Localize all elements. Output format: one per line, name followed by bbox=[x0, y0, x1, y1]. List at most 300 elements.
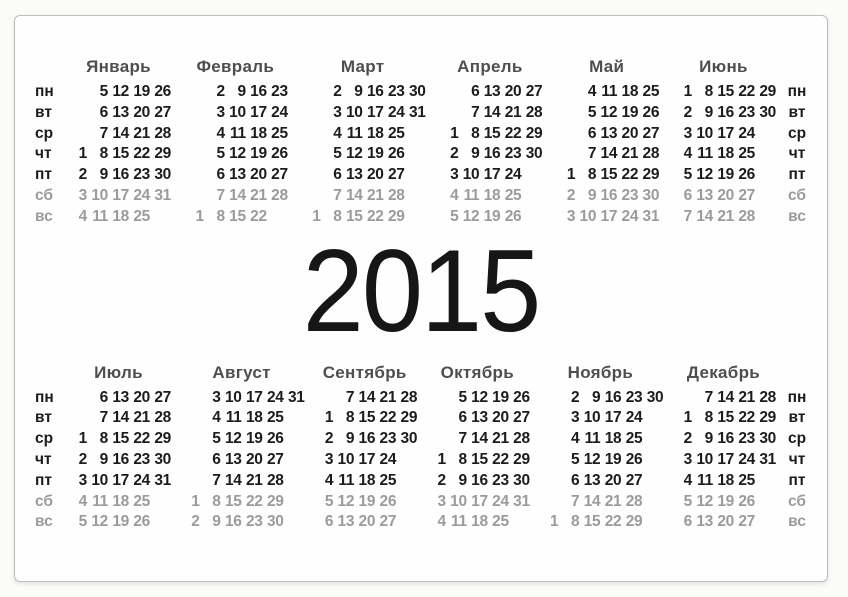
day-cell: 25 bbox=[738, 145, 755, 163]
empty-cell bbox=[66, 388, 87, 409]
weekday-row-mon bbox=[66, 82, 171, 103]
day-cell: 20 bbox=[133, 388, 150, 406]
empty-cell bbox=[755, 144, 776, 165]
weekday-row-fri bbox=[179, 471, 305, 492]
day-cell: 27 bbox=[738, 513, 755, 531]
day-cell: 26 bbox=[266, 430, 284, 448]
day-cell: 11 bbox=[601, 83, 618, 100]
day-cell: 9 bbox=[471, 145, 480, 163]
day-cell: 27 bbox=[154, 388, 171, 406]
day-cell: 2 bbox=[333, 83, 342, 100]
day-cell: 7 bbox=[587, 145, 597, 163]
day-cell: 1 bbox=[437, 450, 446, 468]
weekday-row-thu bbox=[66, 450, 171, 471]
weekday-label-tue: вт bbox=[788, 409, 806, 427]
day-cell: 24 bbox=[621, 207, 639, 225]
day-cell: 19 bbox=[358, 492, 376, 510]
empty-cell bbox=[179, 450, 200, 471]
month-march bbox=[300, 56, 426, 228]
day-cell: 16 bbox=[483, 145, 501, 163]
empty-cell bbox=[179, 429, 200, 450]
day-cell: 30 bbox=[759, 430, 776, 448]
weekday-label-sun: вс bbox=[35, 513, 53, 531]
day-cell: 20 bbox=[358, 513, 376, 531]
day-cell: 3 bbox=[566, 207, 576, 225]
day-cell: 4 bbox=[450, 186, 459, 204]
weekday-label-mon: пн bbox=[787, 388, 807, 406]
day-cell: 25 bbox=[504, 186, 522, 204]
day-cell: 17 bbox=[245, 388, 263, 406]
day-cell: 1 bbox=[312, 207, 321, 225]
empty-cell bbox=[642, 492, 663, 513]
day-cell: 19 bbox=[483, 207, 501, 225]
weekday-row-sat bbox=[312, 492, 417, 513]
weekday-row-tue bbox=[671, 103, 776, 124]
day-cell: 11 bbox=[225, 409, 242, 427]
empty-cell bbox=[284, 492, 305, 513]
day-cell: 7 bbox=[216, 186, 225, 204]
weekday-row-thu bbox=[300, 144, 426, 165]
weekday-row-thu bbox=[312, 450, 417, 471]
empty-cell bbox=[509, 512, 530, 533]
day-cell: 15 bbox=[224, 492, 242, 510]
empty-cell bbox=[284, 408, 305, 429]
day-cell: 2 bbox=[191, 513, 200, 531]
day-cell: 29 bbox=[759, 83, 776, 100]
day-cell: 26 bbox=[738, 492, 755, 510]
day-cell: 18 bbox=[112, 492, 129, 510]
day-cell: 31 bbox=[759, 450, 776, 468]
day-cell: 16 bbox=[366, 83, 384, 100]
empty-cell bbox=[642, 408, 663, 429]
day-cell: 26 bbox=[133, 513, 150, 531]
day-cell: 21 bbox=[133, 124, 150, 142]
day-cell: 29 bbox=[525, 124, 543, 142]
day-cell: 16 bbox=[717, 103, 734, 121]
weekday-row-sun bbox=[425, 512, 530, 533]
empty-cell bbox=[183, 165, 204, 186]
month-title: Апрель bbox=[457, 57, 523, 76]
day-cell: 12 bbox=[229, 145, 246, 163]
day-cell: 2 bbox=[566, 186, 576, 204]
weekday-row-mon bbox=[425, 388, 530, 409]
day-cell: 1 bbox=[78, 145, 87, 163]
weekday-label-mon: пн bbox=[35, 83, 54, 100]
weekday-row-mon bbox=[66, 388, 171, 409]
day-cell: 8 bbox=[333, 207, 342, 225]
month-title: Октябрь bbox=[440, 362, 514, 382]
weekday-row-tue bbox=[312, 408, 417, 429]
weekday-row-sat bbox=[671, 186, 776, 207]
day-cell: 17 bbox=[483, 166, 501, 184]
day-cell: 6 bbox=[683, 186, 692, 204]
empty-cell bbox=[405, 144, 426, 165]
day-cell: 12 bbox=[91, 513, 108, 531]
day-cell: 13 bbox=[112, 388, 129, 406]
day-cell: 28 bbox=[738, 207, 755, 225]
weekday-row-sat bbox=[537, 492, 663, 513]
empty-cell bbox=[755, 165, 776, 186]
day-cell: 22 bbox=[504, 124, 522, 142]
empty-cell bbox=[150, 492, 171, 513]
weekday-row-sun bbox=[183, 207, 288, 228]
day-cell: 7 bbox=[458, 430, 467, 448]
empty-cell bbox=[642, 429, 663, 450]
weekday-row-wed bbox=[312, 429, 417, 450]
day-cell: 19 bbox=[621, 103, 639, 121]
label-column-spacer bbox=[783, 56, 811, 82]
empty-cell bbox=[755, 492, 776, 513]
day-cell: 17 bbox=[717, 124, 734, 142]
weekday-label-thu: чт bbox=[35, 145, 52, 163]
day-cell: 26 bbox=[271, 145, 288, 163]
day-cell: 12 bbox=[462, 207, 480, 225]
day-cell: 14 bbox=[112, 124, 129, 142]
day-cell: 2 bbox=[450, 145, 459, 163]
weekday-row-sat bbox=[425, 492, 530, 513]
day-cell: 31 bbox=[287, 388, 305, 406]
day-cell: 19 bbox=[112, 513, 129, 531]
day-cell: 7 bbox=[345, 388, 355, 406]
day-cell: 15 bbox=[471, 450, 488, 468]
day-cell: 6 bbox=[683, 513, 692, 531]
day-cell: 11 bbox=[338, 471, 355, 489]
day-cell: 21 bbox=[133, 409, 150, 427]
empty-cell bbox=[300, 186, 321, 207]
weekday-row-sat bbox=[300, 186, 426, 207]
day-cell: 28 bbox=[625, 492, 643, 510]
weekday-row-tue bbox=[537, 408, 663, 429]
day-cell: 16 bbox=[112, 450, 129, 468]
day-cell: 10 bbox=[91, 186, 108, 204]
weekday-row-thu bbox=[554, 144, 659, 165]
day-cell: 12 bbox=[112, 83, 129, 100]
day-cell: 21 bbox=[738, 388, 755, 406]
day-cell: 28 bbox=[400, 388, 418, 406]
weekday-row-sat bbox=[179, 492, 305, 513]
weekday-row-sun bbox=[437, 207, 542, 228]
empty-cell bbox=[425, 429, 446, 450]
day-cell: 12 bbox=[471, 388, 488, 406]
day-cell: 18 bbox=[245, 409, 263, 427]
day-cell: 4 bbox=[216, 124, 225, 142]
day-cell: 15 bbox=[112, 145, 129, 163]
day-cell: 18 bbox=[717, 145, 734, 163]
day-cell: 4 bbox=[587, 83, 597, 100]
empty-cell bbox=[537, 408, 558, 429]
day-cell: 28 bbox=[271, 186, 288, 204]
day-cell: 21 bbox=[366, 186, 384, 204]
day-cell: 14 bbox=[483, 103, 501, 121]
weekday-row-tue bbox=[66, 408, 171, 429]
weekday-row-sun bbox=[66, 512, 171, 533]
weekday-row-thu bbox=[425, 450, 530, 471]
day-cell: 28 bbox=[513, 430, 530, 448]
day-cell: 31 bbox=[408, 103, 426, 121]
day-cell: 18 bbox=[366, 124, 384, 142]
day-cell: 22 bbox=[379, 409, 397, 427]
empty-cell bbox=[183, 103, 204, 124]
day-cell: 26 bbox=[504, 207, 522, 225]
weekday-row-tue bbox=[554, 103, 659, 124]
day-cell: 29 bbox=[625, 513, 643, 531]
day-cell: 24 bbox=[379, 450, 397, 468]
weekday-row-mon bbox=[437, 82, 542, 103]
day-cell: 26 bbox=[513, 388, 530, 406]
day-cell: 3 bbox=[683, 450, 692, 468]
day-cell: 14 bbox=[112, 409, 129, 427]
day-cell: 8 bbox=[704, 83, 713, 100]
day-cell: 18 bbox=[250, 124, 267, 142]
weekday-row-wed bbox=[66, 124, 171, 145]
weekday-row-mon bbox=[300, 82, 426, 103]
day-cell: 26 bbox=[738, 166, 755, 184]
weekday-label-tue: вт bbox=[35, 409, 52, 427]
day-cell: 6 bbox=[212, 450, 221, 468]
day-cell: 8 bbox=[471, 124, 480, 142]
weekday-row-thu bbox=[537, 450, 663, 471]
year-label: 2015 bbox=[302, 225, 540, 357]
weekday-row-thu bbox=[183, 144, 288, 165]
day-cell: 10 bbox=[450, 492, 467, 510]
day-cell: 1 bbox=[195, 207, 204, 225]
day-cell: 6 bbox=[216, 166, 225, 184]
empty-cell bbox=[537, 450, 558, 471]
day-cell: 28 bbox=[525, 103, 543, 121]
day-cell: 19 bbox=[245, 430, 263, 448]
empty-cell bbox=[437, 82, 458, 103]
day-cell: 2 bbox=[683, 103, 692, 121]
day-cell: 14 bbox=[717, 388, 734, 406]
day-cell: 13 bbox=[345, 166, 363, 184]
day-cell: 1 bbox=[683, 83, 692, 100]
day-cell: 10 bbox=[224, 388, 242, 406]
day-cell: 10 bbox=[696, 450, 713, 468]
day-cell: 1 bbox=[324, 409, 334, 427]
day-cell: 21 bbox=[250, 186, 267, 204]
weekday-label-sat: сб bbox=[35, 492, 53, 510]
weekday-row-sun bbox=[537, 512, 663, 533]
month-july bbox=[66, 362, 171, 534]
day-cell: 17 bbox=[112, 186, 129, 204]
day-cell: 4 bbox=[212, 409, 221, 427]
empty-cell bbox=[537, 429, 558, 450]
day-cell: 4 bbox=[683, 471, 692, 489]
day-cell: 8 bbox=[704, 409, 713, 427]
weekday-label-thu: чт bbox=[35, 450, 52, 468]
day-cell: 31 bbox=[513, 492, 530, 510]
day-cell: 23 bbox=[492, 471, 509, 489]
empty-cell bbox=[396, 450, 417, 471]
month-april bbox=[437, 56, 542, 228]
day-cell: 14 bbox=[224, 471, 242, 489]
day-cell: 17 bbox=[600, 207, 618, 225]
day-cell: 28 bbox=[642, 145, 660, 163]
day-cell: 7 bbox=[571, 492, 580, 510]
day-cell: 2 bbox=[78, 166, 87, 184]
empty-cell bbox=[396, 492, 417, 513]
weekday-row-wed bbox=[66, 429, 171, 450]
day-cell: 14 bbox=[600, 145, 618, 163]
day-cell: 17 bbox=[250, 103, 267, 121]
day-cell: 10 bbox=[229, 103, 246, 121]
month-may bbox=[554, 56, 659, 228]
day-cell: 6 bbox=[324, 513, 334, 531]
weekday-row-mon bbox=[537, 388, 663, 409]
day-cell: 30 bbox=[646, 388, 664, 406]
day-cell: 3 bbox=[324, 450, 334, 468]
weekday-label-wed: ср bbox=[35, 124, 54, 142]
day-cell: 25 bbox=[642, 83, 660, 100]
day-cell: 17 bbox=[604, 409, 622, 427]
empty-cell bbox=[554, 82, 575, 103]
day-cell: 16 bbox=[112, 166, 129, 184]
day-cell: 27 bbox=[738, 186, 755, 204]
day-cell: 10 bbox=[345, 103, 363, 121]
empty-cell bbox=[755, 186, 776, 207]
day-cell: 8 bbox=[587, 166, 597, 184]
day-cell: 6 bbox=[571, 471, 580, 489]
day-cell: 5 bbox=[571, 450, 580, 468]
weekday-label-thu: чт bbox=[788, 450, 806, 468]
day-cell: 23 bbox=[245, 513, 263, 531]
day-cell: 23 bbox=[387, 83, 405, 100]
month-january bbox=[66, 56, 171, 228]
weekday-row-wed bbox=[671, 124, 776, 145]
day-cell: 20 bbox=[604, 471, 622, 489]
weekday-label-fri: пт bbox=[35, 471, 52, 489]
empty-cell bbox=[405, 186, 426, 207]
empty-cell bbox=[554, 103, 575, 124]
empty-cell bbox=[396, 512, 417, 533]
day-cell: 8 bbox=[216, 207, 225, 225]
day-cell: 5 bbox=[324, 492, 334, 510]
day-cell: 5 bbox=[587, 103, 597, 121]
weekday-row-sun bbox=[179, 512, 305, 533]
empty-cell bbox=[437, 103, 458, 124]
day-cell: 15 bbox=[717, 83, 734, 100]
day-cell: 9 bbox=[345, 430, 355, 448]
empty-cell bbox=[755, 124, 776, 145]
day-cell: 22 bbox=[133, 430, 150, 448]
day-cell: 22 bbox=[492, 450, 509, 468]
empty-cell bbox=[755, 512, 776, 533]
day-cell: 27 bbox=[513, 409, 530, 427]
day-cell: 19 bbox=[717, 166, 734, 184]
day-cell: 6 bbox=[99, 388, 108, 406]
empty-cell bbox=[396, 471, 417, 492]
empty-cell bbox=[537, 388, 558, 409]
empty-cell bbox=[183, 144, 204, 165]
month-title: Май bbox=[589, 57, 625, 76]
month-august bbox=[179, 362, 305, 534]
day-cell: 28 bbox=[387, 186, 405, 204]
weekday-labels-left bbox=[31, 56, 59, 228]
day-cell: 14 bbox=[345, 186, 363, 204]
day-cell: 24 bbox=[133, 471, 150, 489]
weekday-row-sun bbox=[66, 207, 171, 228]
day-cell: 6 bbox=[99, 103, 108, 121]
day-cell: 10 bbox=[91, 471, 108, 489]
day-cell: 11 bbox=[230, 124, 246, 142]
day-cell: 8 bbox=[345, 409, 355, 427]
empty-cell bbox=[554, 124, 575, 145]
weekday-label-mon: пн bbox=[35, 388, 54, 406]
day-cell: 24 bbox=[133, 186, 150, 204]
empty-cell bbox=[66, 124, 87, 145]
weekday-row-sun bbox=[671, 512, 776, 533]
day-cell: 2 bbox=[571, 388, 580, 406]
day-cell: 24 bbox=[738, 450, 755, 468]
weekday-label-tue: вт bbox=[788, 103, 806, 121]
day-cell: 17 bbox=[471, 492, 488, 510]
day-cell: 7 bbox=[471, 103, 480, 121]
empty-cell bbox=[300, 124, 321, 145]
day-cell: 18 bbox=[717, 471, 734, 489]
day-cell: 31 bbox=[154, 471, 171, 489]
day-cell: 1 bbox=[550, 513, 559, 531]
month-title: Январь bbox=[86, 57, 151, 76]
weekday-row-thu bbox=[671, 144, 776, 165]
day-cell: 8 bbox=[571, 513, 580, 531]
day-cell: 3 bbox=[333, 103, 342, 121]
day-cell: 16 bbox=[717, 430, 734, 448]
day-cell: 20 bbox=[504, 83, 522, 100]
day-cell: 10 bbox=[696, 124, 713, 142]
day-cell: 4 bbox=[571, 430, 580, 448]
day-cell: 20 bbox=[245, 450, 263, 468]
months-row bbox=[66, 362, 776, 534]
day-cell: 28 bbox=[759, 388, 776, 406]
day-cell: 22 bbox=[366, 207, 384, 225]
day-cell: 5 bbox=[458, 388, 467, 406]
day-cell: 1 bbox=[450, 124, 459, 142]
day-cell: 5 bbox=[99, 83, 108, 100]
month-title: Июль bbox=[94, 362, 143, 382]
weekday-row-wed bbox=[554, 124, 659, 145]
day-cell: 10 bbox=[583, 409, 601, 427]
weekday-row-wed bbox=[300, 124, 426, 145]
day-cell: 5 bbox=[333, 145, 342, 163]
day-cell: 15 bbox=[717, 409, 734, 427]
empty-cell bbox=[755, 471, 776, 492]
day-cell: 18 bbox=[483, 186, 501, 204]
day-cell: 9 bbox=[354, 83, 363, 100]
weekday-row-sat bbox=[66, 492, 171, 513]
day-cell: 13 bbox=[600, 124, 618, 142]
weekday-row-fri bbox=[183, 165, 288, 186]
day-cell: 16 bbox=[604, 388, 622, 406]
day-cell: 9 bbox=[458, 471, 467, 489]
day-cell: 22 bbox=[738, 409, 755, 427]
day-cell: 25 bbox=[625, 430, 643, 448]
weekday-row-fri bbox=[312, 471, 417, 492]
day-cell: 23 bbox=[738, 430, 755, 448]
day-cell: 30 bbox=[525, 145, 543, 163]
day-cell: 3 bbox=[212, 388, 221, 406]
day-cell: 17 bbox=[358, 450, 376, 468]
month-title: Август bbox=[212, 362, 271, 382]
weekday-label-sun: вс bbox=[788, 513, 806, 531]
day-cell: 10 bbox=[337, 450, 355, 468]
empty-cell bbox=[284, 512, 305, 533]
day-cell: 12 bbox=[696, 166, 713, 184]
day-cell: 19 bbox=[250, 145, 267, 163]
day-cell: 19 bbox=[717, 492, 734, 510]
day-cell: 13 bbox=[583, 471, 601, 489]
day-cell: 27 bbox=[525, 83, 543, 100]
day-cell: 6 bbox=[458, 409, 467, 427]
